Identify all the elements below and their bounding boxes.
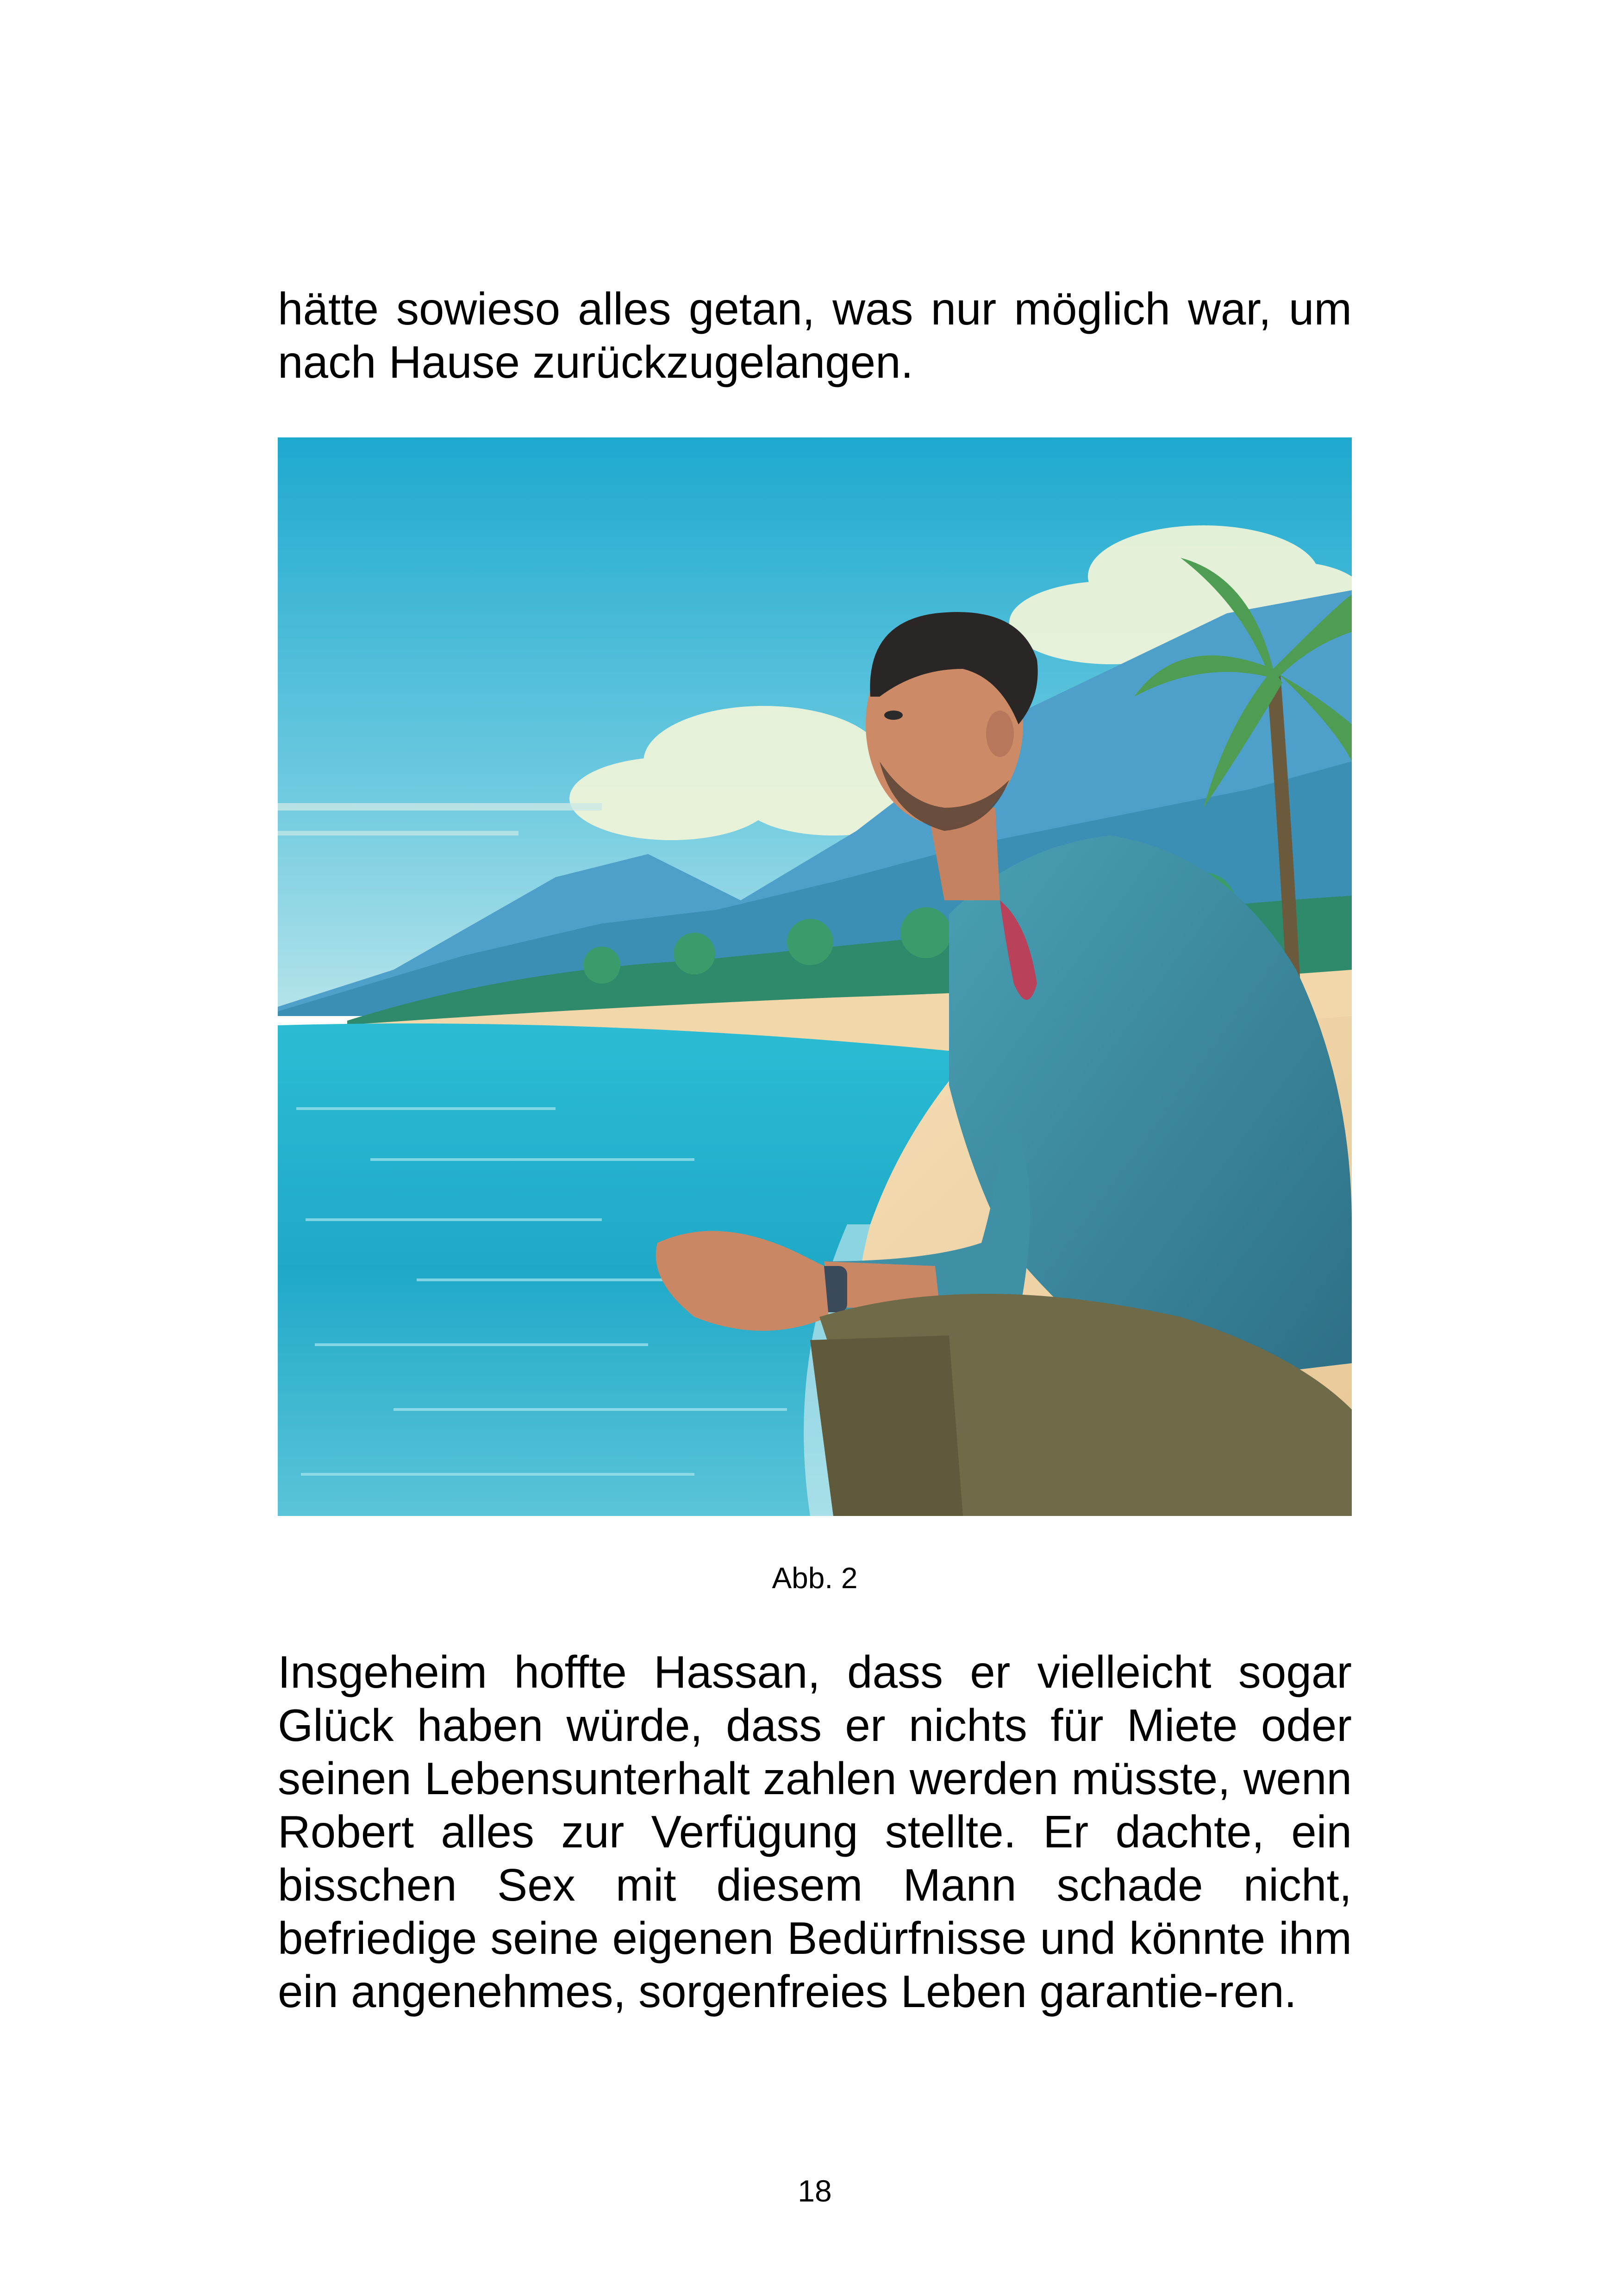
illustration-man-at-beach bbox=[278, 437, 1352, 1516]
paragraph-continuation: hätte sowieso alles getan, was nur möglich war, um nach Hause zurückzugelangen. bbox=[278, 283, 1352, 387]
paragraph-main: Insgeheim hoffte Hassan, dass er vielleicht sogar Glück haben würde, dass er nichts für Miete oder seinen Lebensunterhalt zahlen werden müsste, wenn Robert alles zur Verfügung stellte. Er dachte, ein bisschen Sex mit diesem Mann schade nicht, befriedige seine eigenen Bedürfnisse und könnte ihm ein angenehmes, sorgenfreies Leben garantie-ren. bbox=[278, 1646, 1352, 2017]
page-number: 18 bbox=[798, 2174, 832, 2208]
figure-caption: Abb. 2 bbox=[772, 1561, 858, 1595]
beach-illustration bbox=[278, 437, 1352, 1516]
